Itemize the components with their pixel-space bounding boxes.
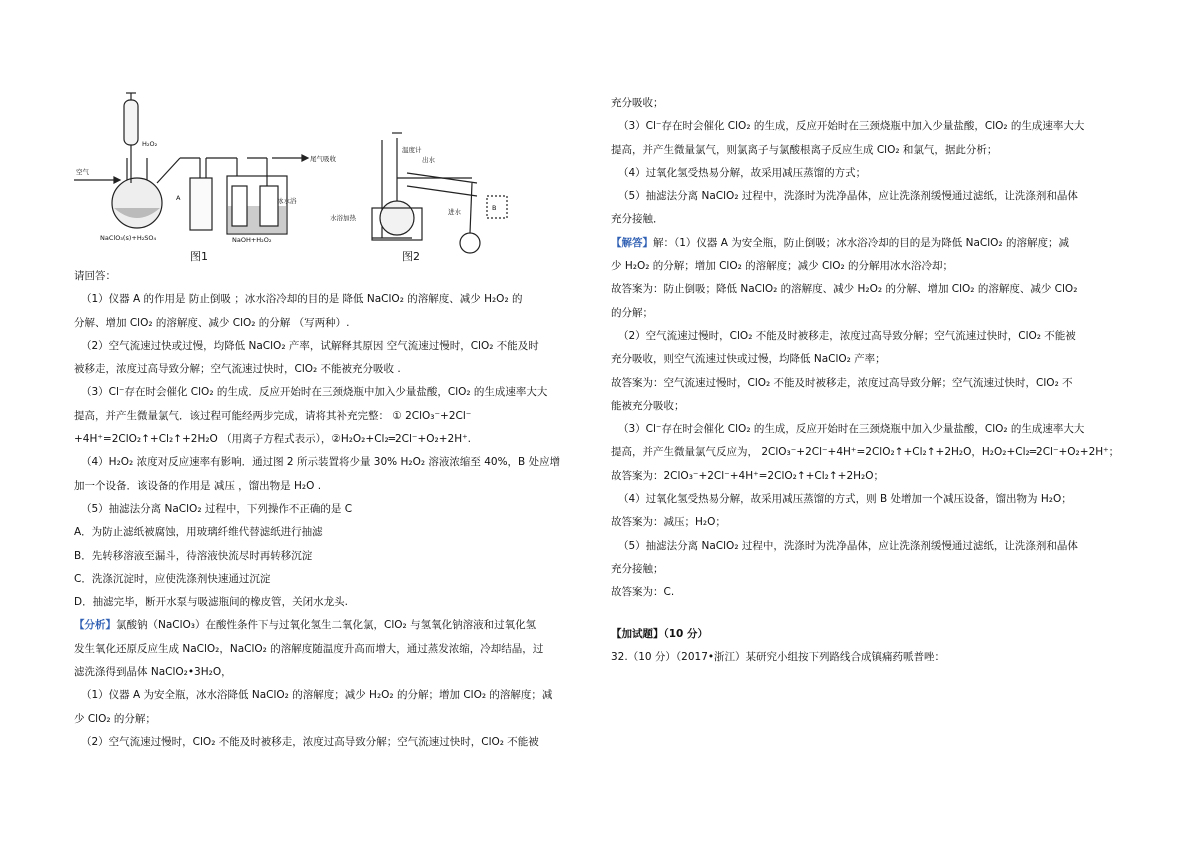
label-a: A (176, 194, 181, 202)
q1-line: （1）仪器 A 的作用是 防止倒吸 ；冰水浴冷却的目的是 降低 NaClO₂ 的溶解度、减少 H₂O₂ 的 (81, 293, 523, 306)
analysis-line: 滤洗涤得到晶体 NaClO₂•3H₂O， (74, 666, 232, 679)
solution-line: 能被充分吸收； (611, 399, 685, 412)
solution-line: 故答案为：2ClO₃⁻+2Cl⁻+4H⁺=2ClO₂↑+Cl₂↑+2H₂O； (611, 469, 885, 482)
option-c: C．洗涤沉淀时，应使洗涤剂快速通过沉淀 (74, 572, 271, 585)
solution-line: 充分吸收，则空气流速过快或过慢，均降低 NaClO₂ 产率； (611, 353, 886, 366)
fig1-caption: 图1 (190, 250, 208, 263)
bonus-heading: 【加试题】（10 分） (611, 627, 709, 640)
option-b: B．先转移溶液至漏斗，待溶液快流尽时再转移沉淀 (74, 549, 313, 562)
analysis-line: 充分吸收； (611, 97, 664, 109)
q3-line-cont2: +4H⁺=2ClO₂↑+Cl₂↑+2H₂O （用离子方程式表示），②H₂O₂+Cl₂═2Cl⁻+O₂+2H⁺. (74, 433, 471, 446)
analysis-tag: 【分析】 (74, 619, 116, 632)
q3-line: （3）Cl⁻存在时会催化 ClO₂ 的生成．反应开始时在三颈烧瓶中加入少量盐酸，ClO₂ 的生成速率大大 (81, 386, 548, 399)
solution-line: （3）Cl⁻存在时会催化 ClO₂ 的生成，反应开始时在三颈烧瓶中加入少量盐酸，ClO₂ 的生成速率大大 (618, 423, 1085, 436)
q1-line-cont: 分解、增加 ClO₂ 的溶解度、减少 ClO₂ 的分解 （写两种）. (74, 316, 350, 329)
analysis-line: 充分接触． (611, 213, 664, 226)
label-b: B (492, 204, 497, 212)
label-flask-reagent: NaClO₃(s)+H₂SO₄ (100, 234, 157, 242)
label-naoh: NaOH+H₂O₂ (232, 236, 272, 244)
apparatus-diagram (72, 88, 512, 268)
solution-line: 故答案为：C. (611, 586, 675, 599)
label-ice-bath: 冰水浴 (277, 197, 297, 205)
solution-line: 充分接触； (611, 562, 664, 575)
label-water-in: 进水 (448, 208, 461, 216)
analysis-line: （4）过氧化氢受热易分解，故采用减压蒸馏的方式； (618, 166, 867, 179)
solution-line: 故答案为：减压；H₂O； (611, 516, 726, 529)
option-a: A．为防止滤纸被腐蚀，用玻璃纤维代替滤纸进行抽滤 (74, 526, 323, 539)
q2-line-cont: 被移走，浓度过高导致分解；空气流速过快时，ClO₂ 不能被充分吸收 . (74, 363, 401, 376)
solution-line: （5）抽滤法分离 NaClO₂ 过程中，洗涤时为洗净晶体，应让洗涤剂缓慢通过滤纸，让洗涤剂和晶体 (618, 539, 1078, 552)
left-column (74, 265, 592, 754)
solution-tag: 【解答】 (611, 236, 653, 249)
solution-line: 故答案为：空气流速过慢时，ClO₂ 不能及时被移走，浓度过高导致分解；空气流速过快时，ClO₂ 不 (611, 376, 1073, 389)
label-thermometer: 温度计 (402, 146, 422, 154)
q5-line: （5）抽滤法分离 NaClO₂ 过程中，下列操作不正确的是 C (81, 502, 353, 515)
solution-line: 少 H₂O₂ 的分解；增加 ClO₂ 的溶解度；减少 ClO₂ 的分解用冰水浴冷却； (611, 260, 954, 273)
option-d: D．抽滤完毕，断开水泵与吸滤瓶间的橡皮管，关闭水龙头. (74, 596, 348, 609)
solution-line: 提高，并产生微量氯气反应为， 2ClO₃⁻+2Cl⁻+4H⁺=2ClO₂↑+Cl₂↑+2H₂O，H₂O₂+Cl₂═2Cl⁻+O₂+2H⁺； (611, 446, 1120, 459)
analysis-text: 氯酸钠（NaClO₃）在酸性条件下与过氧化氢生二氧化氯，ClO₂ 与氢氧化钠溶液和过氧化氢 (116, 619, 537, 632)
solution-line: （4）过氧化氢受热易分解，故采用减压蒸馏的方式，则 B 处增加一个减压设备，馏出物为 H₂O； (618, 493, 1072, 506)
label-h2o2: H₂O₂ (142, 140, 158, 148)
prompt-line: 请回答： (74, 270, 116, 282)
solution-line: （2）空气流速过慢时，ClO₂ 不能及时被移走，浓度过高导致分解；空气流速过快时，ClO₂ 不能被 (618, 329, 1076, 342)
label-water-bath: 水浴加热 (330, 214, 356, 222)
q4-line: （4）H₂O₂ 浓度对反应速率有影响．通过图 2 所示装置将少量 30% H₂O₂ 溶液浓缩至 40%，B 处应增 (81, 456, 561, 469)
q4-line-cont: 加一个设备．该设备的作用是 减压 ，馏出物是 H₂O . (74, 479, 322, 492)
label-water-out: 出水 (422, 156, 435, 164)
solution-line: 故答案为：防止倒吸；降低 NaClO₂ 的溶解度、减少 H₂O₂ 的分解、增加 ClO₂ 的溶解度、减少 ClO₂ (611, 283, 1078, 296)
question-32: 32.（10 分）（2017•浙江）某研究小组按下列路线合成镇痛药哌普唑： (611, 650, 946, 663)
right-column (611, 92, 1131, 669)
analysis-line: 提高，并产生微量氯气，则氯离子与氯酸根离子反应生成 ClO₂ 和氯气，据此分析； (611, 143, 998, 156)
q2-line: （2）空气流速过快或过慢，均降低 NaClO₂ 产率，试解释其原因 空气流速过慢时，ClO₂ 不能及时 (81, 339, 539, 352)
analysis-line: 发生氧化还原反应生成 NaClO₂，NaClO₂ 的溶解度随温度升高而增大，通过蒸发浓缩，冷却结晶，过 (74, 642, 544, 655)
fig2-caption: 图2 (402, 250, 420, 263)
solution-text: 解：（1）仪器 A 为安全瓶，防止倒吸；冰水浴冷却的目的是为降低 NaClO₂ 的溶解度；减 (653, 236, 1069, 249)
analysis-line: （3）Cl⁻存在时会催化 ClO₂ 的生成，反应开始时在三颈烧瓶中加入少量盐酸，ClO₂ 的生成速率大大 (618, 120, 1085, 133)
analysis-line: （5）抽滤法分离 NaClO₂ 过程中，洗涤时为洗净晶体，应让洗涤剂缓慢通过滤纸，让洗涤剂和晶体 (618, 190, 1078, 203)
solution-line: 的分解； (611, 306, 653, 319)
analysis-line: 少 ClO₂ 的分解； (74, 712, 156, 725)
analysis-line: （2）空气流速过慢时，ClO₂ 不能及时被移走，浓度过高导致分解；空气流速过快时，ClO₂ 不能被 (81, 735, 539, 748)
label-air: 空气 (76, 168, 89, 176)
label-tail-gas: 尾气吸收 (310, 155, 336, 163)
apparatus-figures (72, 88, 512, 268)
q3-line-cont: 提高，并产生微量氯气．该过程可能经两步完成，请将其补充完整： ① 2ClO₃⁻+2Cl⁻ (74, 409, 472, 422)
analysis-line: （1）仪器 A 为安全瓶，冰水浴降低 NaClO₂ 的溶解度；减少 H₂O₂ 的分解；增加 ClO₂ 的溶解度；减 (81, 689, 553, 702)
